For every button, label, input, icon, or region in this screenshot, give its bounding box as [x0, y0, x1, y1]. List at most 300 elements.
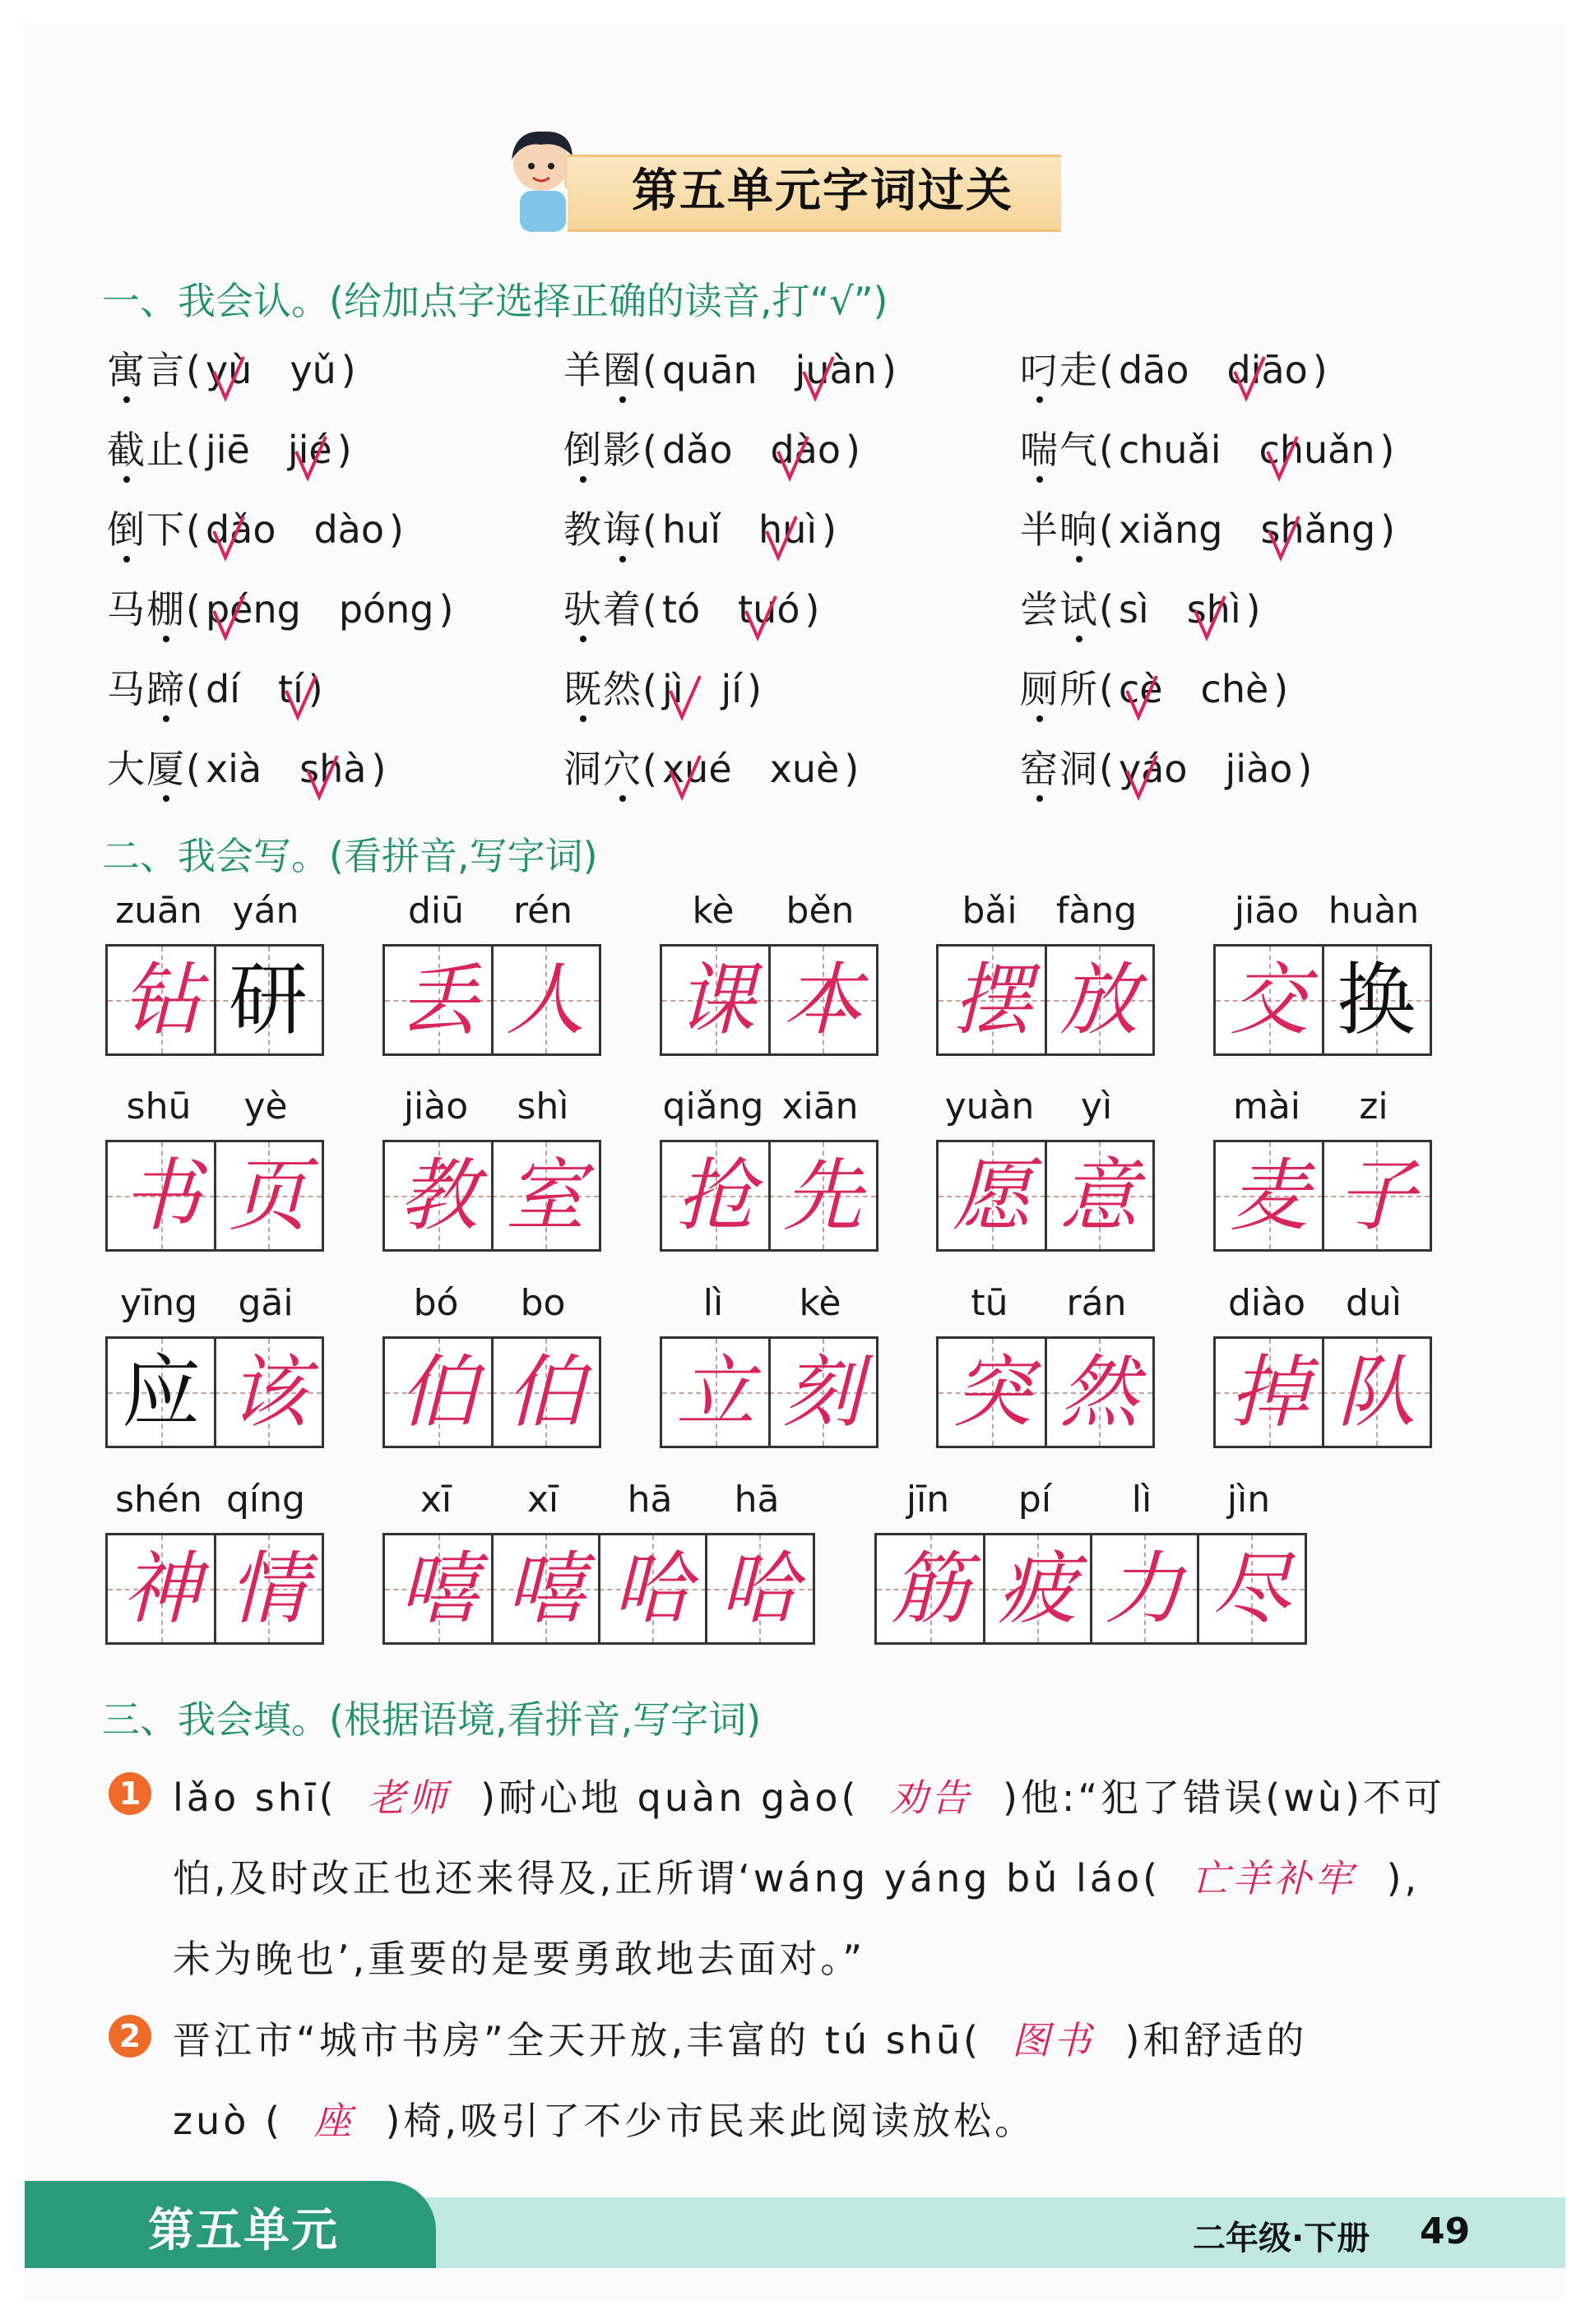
writing-grid[interactable] — [1213, 944, 1432, 1056]
reading-word: 羊圈 — [563, 345, 642, 395]
pinyin-option-text: jié — [287, 428, 332, 472]
q1-text-5: ), — [1386, 1856, 1421, 1900]
pinyin-option-text: jì — [661, 667, 684, 711]
check-mark-icon — [283, 673, 319, 722]
pinyin-option[interactable] — [206, 585, 301, 634]
q1-text-3: )他:“犯了错误(wù)不可 — [1002, 1775, 1445, 1820]
reading-word: 洞穴 — [563, 744, 642, 794]
reading-word: 马蹄 — [107, 664, 186, 714]
open-paren: ( — [642, 747, 657, 791]
reading-item — [1020, 345, 1328, 395]
emphasis-dot — [1036, 795, 1043, 802]
reading-item — [1020, 744, 1312, 794]
pinyin-label: bǎi — [962, 890, 1018, 932]
pinyin-option[interactable] — [1119, 345, 1189, 395]
tian-grid-cell[interactable] — [385, 1339, 492, 1446]
cell-divider — [1322, 1339, 1324, 1446]
check-mark-icon — [763, 513, 800, 562]
writing-grid[interactable] — [660, 1140, 878, 1252]
emphasis-dot — [163, 636, 169, 642]
writing-grid[interactable] — [936, 1336, 1155, 1448]
open-paren: ( — [186, 587, 201, 632]
check-mark-icon — [211, 354, 247, 403]
open-paren: ( — [642, 587, 657, 632]
pinyin-option-text: huì — [758, 507, 818, 552]
pinyin-label: zuān — [115, 890, 202, 932]
writing-grid[interactable] — [874, 1533, 1307, 1645]
pinyin-option[interactable] — [339, 585, 434, 634]
check-mark-icon — [211, 513, 247, 562]
q1-text-2: )耐心地 quàn gào( — [480, 1775, 860, 1820]
emphasis-dot — [580, 636, 586, 642]
handwritten-character: 哈 — [720, 1543, 799, 1635]
emphasis-dot — [1036, 715, 1043, 722]
close-paren: ) — [341, 348, 356, 392]
close-paren: ) — [804, 587, 820, 632]
handwritten-character: 课 — [676, 954, 755, 1046]
cell-divider — [491, 1142, 494, 1249]
pinyin-option-text: chè — [1200, 667, 1269, 711]
reading-item — [563, 664, 762, 714]
tian-grid-cell[interactable] — [706, 1535, 813, 1642]
writing-grid[interactable] — [1213, 1140, 1432, 1252]
handwritten-character: 先 — [783, 1150, 862, 1242]
pinyin-option[interactable] — [299, 744, 366, 794]
handwritten-character: 伯 — [506, 1346, 585, 1438]
emphasis-dot — [123, 396, 130, 403]
cell-divider — [1045, 1142, 1047, 1249]
handwritten-character: 丢 — [399, 954, 478, 1046]
pinyin-label: shū — [126, 1086, 192, 1127]
tian-grid-cell[interactable] — [492, 947, 599, 1053]
emphasis-dot — [1076, 636, 1082, 642]
tian-grid-cell[interactable] — [599, 1535, 706, 1642]
pinyin-option[interactable] — [1119, 664, 1163, 714]
reading-item — [107, 664, 323, 714]
q2-text-3: zuò ( — [173, 2099, 284, 2143]
cell-divider — [598, 1535, 600, 1642]
handwritten-character: 伯 — [399, 1346, 478, 1438]
pinyin-label: xī — [420, 1479, 452, 1521]
tian-grid-cell[interactable] — [939, 947, 1045, 1053]
open-paren: ( — [642, 428, 657, 472]
pinyin-option[interactable] — [1119, 585, 1149, 634]
q1-text-6: 未为晚也’,重要的是要勇敢地去面对。” — [173, 1937, 866, 1981]
pinyin-option-text: jiào — [1225, 747, 1293, 791]
close-paren: ) — [371, 747, 387, 791]
reading-word: 大厦 — [107, 744, 186, 794]
close-paren: ) — [389, 507, 404, 552]
writing-grid[interactable] — [382, 1533, 815, 1645]
q1-line-2 — [173, 1849, 1420, 1903]
pinyin-label: mài — [1232, 1086, 1301, 1127]
tian-grid-cell[interactable] — [939, 1339, 1045, 1446]
reading-word: 喘气 — [1020, 425, 1099, 475]
q1-line-1 — [173, 1768, 1445, 1822]
pinyin-label: zi — [1359, 1086, 1388, 1127]
reading-item — [1020, 585, 1261, 634]
pinyin-option[interactable] — [206, 345, 252, 395]
reading-item — [1020, 505, 1395, 554]
handwritten-character: 情 — [229, 1543, 308, 1635]
cell-divider — [214, 1142, 216, 1249]
open-paren: ( — [186, 428, 201, 472]
check-mark-icon — [667, 673, 703, 722]
pinyin-option[interactable] — [206, 744, 262, 794]
tian-grid-cell[interactable] — [1045, 1339, 1152, 1446]
pinyin-option-text: dào — [313, 507, 385, 552]
cell-divider — [983, 1535, 985, 1642]
reading-word: 倒下 — [107, 505, 186, 554]
pinyin-option[interactable] — [738, 585, 800, 634]
emphasis-dot — [1036, 396, 1043, 403]
tian-grid-cell[interactable] — [215, 1142, 322, 1249]
writing-grid[interactable] — [105, 1336, 324, 1448]
pinyin-label: yì — [1080, 1086, 1113, 1127]
writing-grid[interactable] — [382, 1140, 601, 1252]
emphasis-dot — [123, 476, 130, 483]
footer-unit-label: 第五单元 — [148, 2204, 339, 2257]
pinyin-label: xiān — [781, 1086, 859, 1127]
reading-item — [563, 505, 837, 554]
q1-text-4: 怕,及时改正也还来得及,正所谓‘wáng yáng bǔ láo( — [173, 1856, 1161, 1900]
close-paren: ) — [1297, 747, 1313, 791]
open-paren: ( — [642, 507, 657, 552]
check-mark-icon — [304, 752, 341, 802]
open-paren: ( — [642, 667, 657, 711]
close-paren: ) — [1379, 428, 1395, 472]
pinyin-label: yīng — [119, 1282, 198, 1324]
emphasis-dot — [163, 715, 169, 722]
pinyin-option[interactable] — [662, 505, 721, 554]
cell-divider — [1322, 1142, 1324, 1249]
open-paren: ( — [186, 348, 201, 392]
close-paren: ) — [747, 667, 763, 711]
pinyin-option-text: sì — [1118, 587, 1149, 632]
writing-grid[interactable] — [660, 944, 878, 1056]
reading-word: 教诲 — [563, 505, 642, 554]
question-2-badge: 2 — [109, 2015, 151, 2058]
page-number: 49 — [1420, 2211, 1471, 2252]
tian-grid-cell[interactable] — [1323, 1339, 1430, 1446]
pinyin-option-text: shǎng — [1260, 507, 1376, 552]
pinyin-label: jiào — [403, 1086, 469, 1127]
pinyin-option[interactable] — [662, 664, 684, 714]
close-paren: ) — [1273, 667, 1289, 711]
emphasis-dot — [123, 556, 130, 562]
handwritten-character: 嘻 — [506, 1543, 585, 1635]
pinyin-label: jiāo — [1234, 890, 1300, 932]
pinyin-label: tū — [971, 1282, 1008, 1324]
check-mark-icon — [1124, 752, 1160, 802]
handwritten-character: 意 — [1059, 1150, 1138, 1242]
open-paren: ( — [1099, 667, 1114, 711]
pinyin-option-text: dǎo — [661, 428, 733, 472]
section1-heading: 一、我会认。(给加点字选择正确的读音,打“√”) — [102, 279, 888, 323]
check-mark-icon — [293, 433, 329, 483]
handwritten-character: 筋 — [891, 1543, 970, 1635]
q2-text-4: )椅,吸引了不少市民来此阅读放松。 — [385, 2099, 1036, 2143]
handwritten-character: 本 — [783, 954, 862, 1046]
handwritten-character: 抢 — [676, 1150, 755, 1242]
pinyin-option[interactable] — [1119, 505, 1223, 554]
reading-item — [563, 345, 897, 395]
handwritten-character: 子 — [1337, 1150, 1416, 1242]
pinyin-label: shén — [115, 1479, 202, 1521]
pinyin-label: kè — [799, 1282, 841, 1324]
pinyin-option-text: xué — [661, 747, 732, 791]
pinyin-option-text: yáo — [1118, 747, 1188, 791]
reading-item — [1020, 664, 1288, 714]
open-paren: ( — [1099, 348, 1114, 392]
q2-text-1: 晋江市“城市书房”全天开放,丰富的 tú shū( — [173, 2018, 981, 2062]
writing-grid[interactable] — [105, 1140, 324, 1252]
q2-line-2 — [173, 2091, 1036, 2146]
pinyin-option[interactable] — [1226, 345, 1307, 395]
handwritten-character: 掉 — [1230, 1346, 1309, 1438]
writing-grid[interactable] — [382, 1336, 601, 1448]
close-paren: ) — [336, 428, 352, 472]
pinyin-option[interactable] — [206, 505, 276, 554]
cell-divider — [1322, 947, 1324, 1053]
pinyin-option-text: tí — [277, 667, 304, 711]
close-paren: ) — [1245, 587, 1261, 632]
reading-word: 尝试 — [1020, 585, 1099, 634]
cell-divider — [768, 1142, 771, 1249]
pinyin-label: běn — [786, 890, 855, 932]
tian-grid-cell[interactable] — [492, 1142, 599, 1249]
tian-grid-cell[interactable] — [492, 1339, 599, 1446]
tian-grid-cell[interactable] — [215, 1339, 322, 1446]
cell-divider — [1045, 947, 1047, 1053]
cell-divider — [214, 1535, 216, 1642]
tian-grid-cell[interactable] — [1198, 1535, 1305, 1642]
pinyin-option[interactable] — [1119, 744, 1188, 794]
pinyin-option[interactable] — [206, 664, 240, 714]
close-paren: ) — [822, 507, 837, 552]
open-paren: ( — [1099, 428, 1114, 472]
tian-grid-cell[interactable] — [108, 947, 215, 1053]
check-mark-icon — [1266, 513, 1302, 562]
pinyin-option[interactable] — [278, 664, 304, 714]
pinyin-label: shì — [517, 1086, 569, 1127]
pinyin-option-text: jiē — [205, 428, 250, 472]
check-mark-icon — [1231, 354, 1268, 403]
q2-answer-2: 座 — [313, 2099, 355, 2143]
writing-grid[interactable] — [936, 944, 1155, 1056]
tian-grid-cell[interactable] — [662, 947, 769, 1053]
handwritten-character: 教 — [399, 1150, 478, 1242]
section3-heading: 三、我会填。(根据语境,看拼音,写字词) — [102, 1697, 762, 1742]
tian-grid-cell[interactable] — [877, 1535, 984, 1642]
close-paren: ) — [308, 667, 323, 711]
close-paren: ) — [1380, 507, 1396, 552]
pinyin-label: yè — [243, 1086, 288, 1127]
tian-grid-cell[interactable] — [385, 947, 492, 1053]
tian-grid-cell[interactable] — [1323, 947, 1430, 1053]
tian-grid-cell[interactable] — [1045, 1142, 1152, 1249]
cell-divider — [1045, 1339, 1047, 1446]
pinyin-option-text: péng — [205, 587, 301, 632]
pinyin-option[interactable] — [1261, 505, 1376, 554]
reading-item — [107, 345, 356, 395]
open-paren: ( — [186, 747, 201, 791]
pinyin-option-text: juàn — [795, 348, 877, 392]
emphasis-dot — [580, 476, 586, 483]
tian-grid-cell[interactable] — [1216, 1339, 1323, 1446]
handwritten-character: 立 — [676, 1346, 755, 1438]
reading-word: 截止 — [107, 425, 186, 475]
cell-divider — [1197, 1535, 1199, 1642]
pinyin-option-text: quān — [661, 348, 758, 392]
printed-character: 应 — [122, 1346, 201, 1438]
handwritten-character: 放 — [1059, 954, 1138, 1046]
reading-item — [563, 744, 859, 794]
pinyin-option[interactable] — [662, 744, 732, 794]
pinyin-label: bó — [413, 1282, 459, 1324]
tian-grid-cell[interactable] — [662, 1339, 769, 1446]
reading-item — [107, 425, 352, 475]
tian-grid-cell[interactable] — [1216, 947, 1323, 1053]
handwritten-character: 队 — [1337, 1346, 1416, 1438]
reading-item — [563, 425, 860, 475]
tian-grid-cell[interactable] — [215, 1535, 322, 1642]
pinyin-option[interactable] — [1119, 425, 1221, 475]
tian-grid-cell[interactable] — [1323, 1142, 1430, 1249]
pinyin-label: bo — [520, 1282, 566, 1324]
pinyin-option[interactable] — [313, 505, 384, 554]
check-mark-icon — [775, 433, 811, 483]
footer-grade: 二年级·下册 — [1193, 2220, 1370, 2257]
pinyin-option-text: chuǎn — [1259, 428, 1375, 472]
tian-grid-cell[interactable] — [769, 947, 876, 1053]
handwritten-character: 该 — [229, 1346, 308, 1438]
pinyin-option[interactable] — [1259, 425, 1375, 475]
tian-grid-cell[interactable] — [1216, 1142, 1323, 1249]
handwritten-character: 书 — [122, 1150, 201, 1242]
cell-divider — [768, 1339, 771, 1446]
handwritten-character: 神 — [122, 1543, 201, 1635]
tian-grid-cell[interactable] — [385, 1142, 492, 1249]
tian-grid-cell[interactable] — [662, 1142, 769, 1249]
handwritten-character: 钻 — [122, 954, 201, 1046]
check-mark-icon — [1124, 673, 1160, 722]
handwritten-character: 交 — [1230, 954, 1309, 1046]
reading-word: 驮着 — [563, 585, 642, 634]
pinyin-label: rán — [1066, 1282, 1127, 1324]
cell-divider — [491, 1339, 494, 1446]
writing-grid[interactable] — [382, 944, 601, 1056]
pinyin-option-text: jí — [721, 667, 743, 711]
reading-item — [107, 744, 386, 794]
handwritten-character: 力 — [1105, 1543, 1184, 1635]
writing-grid[interactable] — [660, 1336, 878, 1448]
reading-word: 既然 — [563, 664, 642, 714]
pinyin-label: huàn — [1328, 890, 1420, 932]
check-mark-icon — [1264, 433, 1300, 483]
pinyin-option-text: tó — [661, 587, 701, 632]
tian-grid-cell[interactable] — [385, 1535, 492, 1642]
pinyin-option[interactable] — [662, 585, 700, 634]
pinyin-label: yuàn — [944, 1086, 1035, 1127]
tian-grid-cell[interactable] — [108, 1339, 215, 1446]
pinyin-option-text: póng — [338, 587, 434, 632]
open-paren: ( — [186, 507, 201, 552]
pinyin-option[interactable] — [1187, 585, 1241, 634]
pinyin-option-text: shì — [1186, 587, 1241, 632]
emphasis-dot — [580, 715, 586, 722]
tian-grid-cell[interactable] — [108, 1535, 215, 1642]
pinyin-option-text: xiǎng — [1118, 507, 1223, 552]
pinyin-option[interactable] — [721, 664, 743, 714]
tian-grid-cell[interactable] — [492, 1535, 599, 1642]
tian-grid-cell[interactable] — [108, 1142, 215, 1249]
pinyin-option-text: shà — [299, 747, 367, 791]
handwritten-character: 然 — [1059, 1346, 1138, 1438]
tian-grid-cell[interactable] — [984, 1535, 1091, 1642]
pinyin-option[interactable] — [795, 345, 877, 395]
pinyin-option[interactable] — [770, 425, 841, 475]
open-paren: ( — [642, 348, 657, 392]
pinyin-option[interactable] — [1226, 744, 1293, 794]
reading-word: 半晌 — [1020, 505, 1099, 554]
pinyin-option[interactable] — [288, 425, 332, 475]
tian-grid-cell[interactable] — [215, 947, 322, 1053]
tian-grid-cell[interactable] — [1045, 947, 1152, 1053]
tian-grid-cell[interactable] — [1091, 1535, 1198, 1642]
writing-grid[interactable] — [1213, 1336, 1432, 1448]
pinyin-option[interactable] — [662, 425, 733, 475]
cell-divider — [1090, 1535, 1092, 1642]
reading-item — [563, 585, 819, 634]
cell-divider — [491, 947, 494, 1053]
pinyin-label: yán — [232, 890, 299, 932]
writing-grid[interactable] — [105, 1533, 324, 1645]
pinyin-option-text: xuè — [769, 747, 840, 791]
tian-grid-cell[interactable] — [939, 1142, 1045, 1249]
pinyin-option[interactable] — [758, 505, 817, 554]
pinyin-option-text: dào — [770, 428, 841, 472]
q2-line-1 — [173, 2011, 1307, 2065]
writing-grid[interactable] — [105, 944, 324, 1056]
handwritten-character: 室 — [506, 1150, 585, 1242]
tian-grid-cell[interactable] — [769, 1142, 876, 1249]
handwritten-character: 尽 — [1212, 1543, 1291, 1635]
pinyin-option[interactable] — [1201, 664, 1269, 714]
tian-grid-cell[interactable] — [769, 1339, 876, 1446]
q1-answer-1: 老师 — [367, 1775, 450, 1820]
open-paren: ( — [1099, 587, 1114, 632]
q1-line-3 — [173, 1929, 865, 1984]
pinyin-option[interactable] — [206, 425, 250, 475]
pinyin-option[interactable] — [770, 744, 840, 794]
q1-answer-2: 劝告 — [889, 1775, 972, 1820]
pinyin-option-text: dāo — [1118, 348, 1189, 392]
q2-answer-1: 图书 — [1012, 2018, 1095, 2062]
pinyin-option[interactable] — [662, 345, 758, 395]
q1-text-1: lǎo shī( — [173, 1775, 337, 1820]
pinyin-option[interactable] — [290, 345, 336, 395]
pinyin-option-text: xià — [205, 747, 262, 791]
pinyin-label: qíng — [226, 1479, 305, 1521]
emphasis-dot — [619, 396, 626, 403]
pinyin-label: hā — [734, 1479, 780, 1521]
handwritten-character: 摆 — [953, 954, 1031, 1046]
writing-grid[interactable] — [936, 1140, 1155, 1252]
emphasis-dot — [1076, 556, 1082, 562]
q2-text-2: )和舒适的 — [1124, 2018, 1308, 2062]
pinyin-label: diào — [1227, 1282, 1306, 1324]
